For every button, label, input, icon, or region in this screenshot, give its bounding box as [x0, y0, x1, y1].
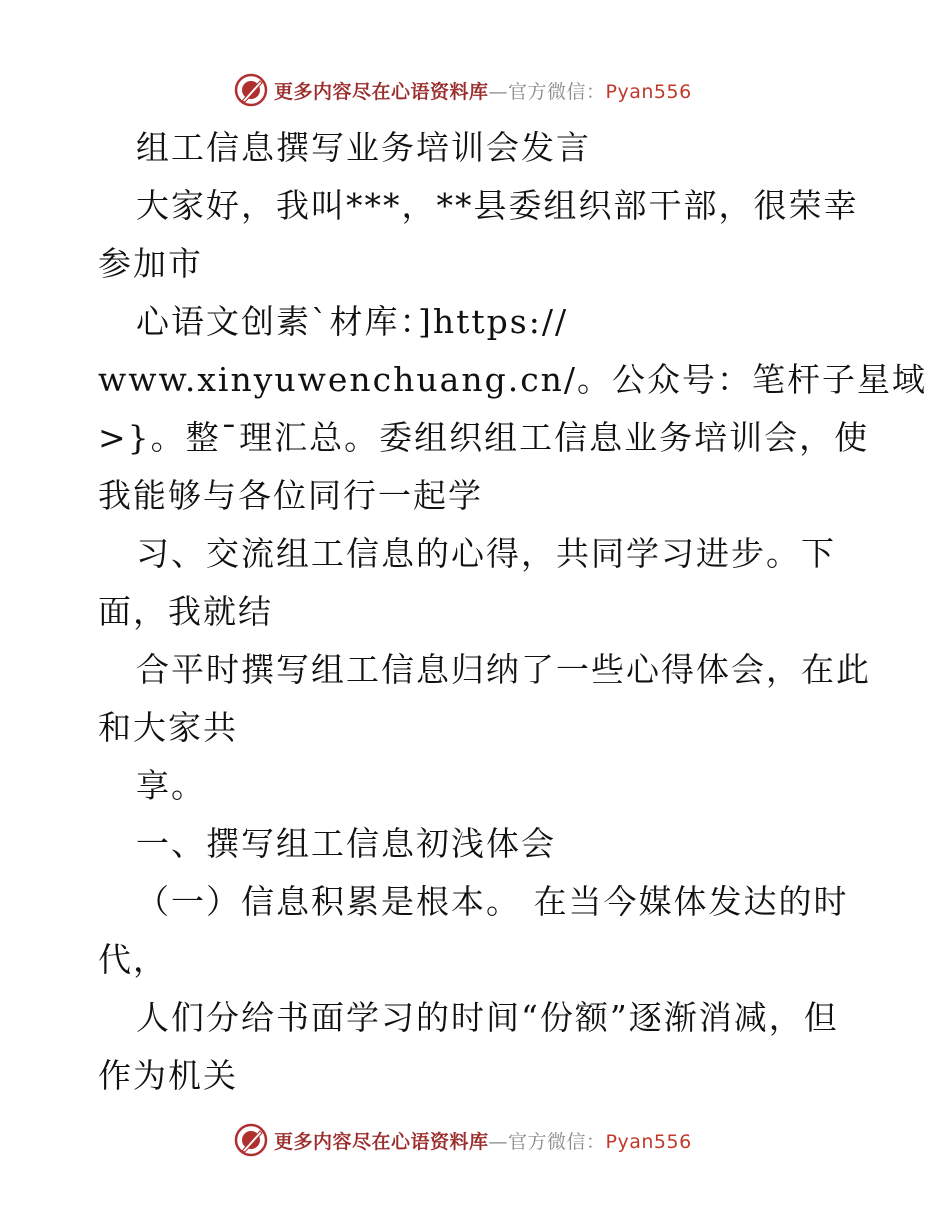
header-banner-account: Pyan556: [605, 80, 692, 103]
paragraph-line: （一）信息积累是根本。 在当今媒体发达的时: [136, 882, 849, 921]
footer-banner-account: Pyan556: [605, 1130, 692, 1153]
paragraph-line: 大家好，我叫***，**县委组织部干部，很荣幸: [136, 186, 859, 225]
footer-banner-sub: —官方微信：: [488, 1130, 606, 1153]
quill-logo-icon: [234, 1123, 268, 1157]
paragraph-line: 心语文创素`材库：]https://: [136, 302, 569, 341]
document-title: 组工信息撰写业务培训会发言: [136, 128, 591, 167]
header-banner: [234, 72, 692, 108]
paragraph-line: 代，: [98, 940, 168, 979]
paragraph-line: 作为机关: [98, 1056, 238, 1095]
paragraph-line: 习、交流组工信息的心得，共同学习进步。下: [136, 534, 836, 573]
paragraph-line: www.xinyuwenchuang.cn/。公众号：笔杆子星域: [98, 360, 928, 399]
section-heading: 一、撰写组工信息初浅体会: [136, 824, 556, 863]
paragraph-line: 合平时撰写组工信息归纳了一些心得体会，在此: [136, 650, 871, 689]
paragraph-line: 面，我就结: [98, 592, 273, 631]
header-banner-sub: —官方微信：: [488, 80, 606, 103]
paragraph-line: 我能够与各位同行一起学: [98, 476, 483, 515]
quill-logo-icon: [234, 73, 268, 107]
paragraph-line: 人们分给书面学习的时间“份额”逐渐消减，但: [136, 998, 839, 1037]
paragraph-line: >}。整¯理汇总。委组织组工信息业务培训会，使: [98, 418, 870, 457]
header-banner-main: 更多内容尽在心语资料库: [274, 80, 489, 103]
paragraph-line: 参加市: [98, 244, 203, 283]
paragraph-line: 享。: [136, 766, 206, 805]
footer-banner: [234, 1122, 692, 1158]
paragraph-line: 和大家共: [98, 708, 238, 747]
footer-banner-main: 更多内容尽在心语资料库: [274, 1130, 489, 1153]
